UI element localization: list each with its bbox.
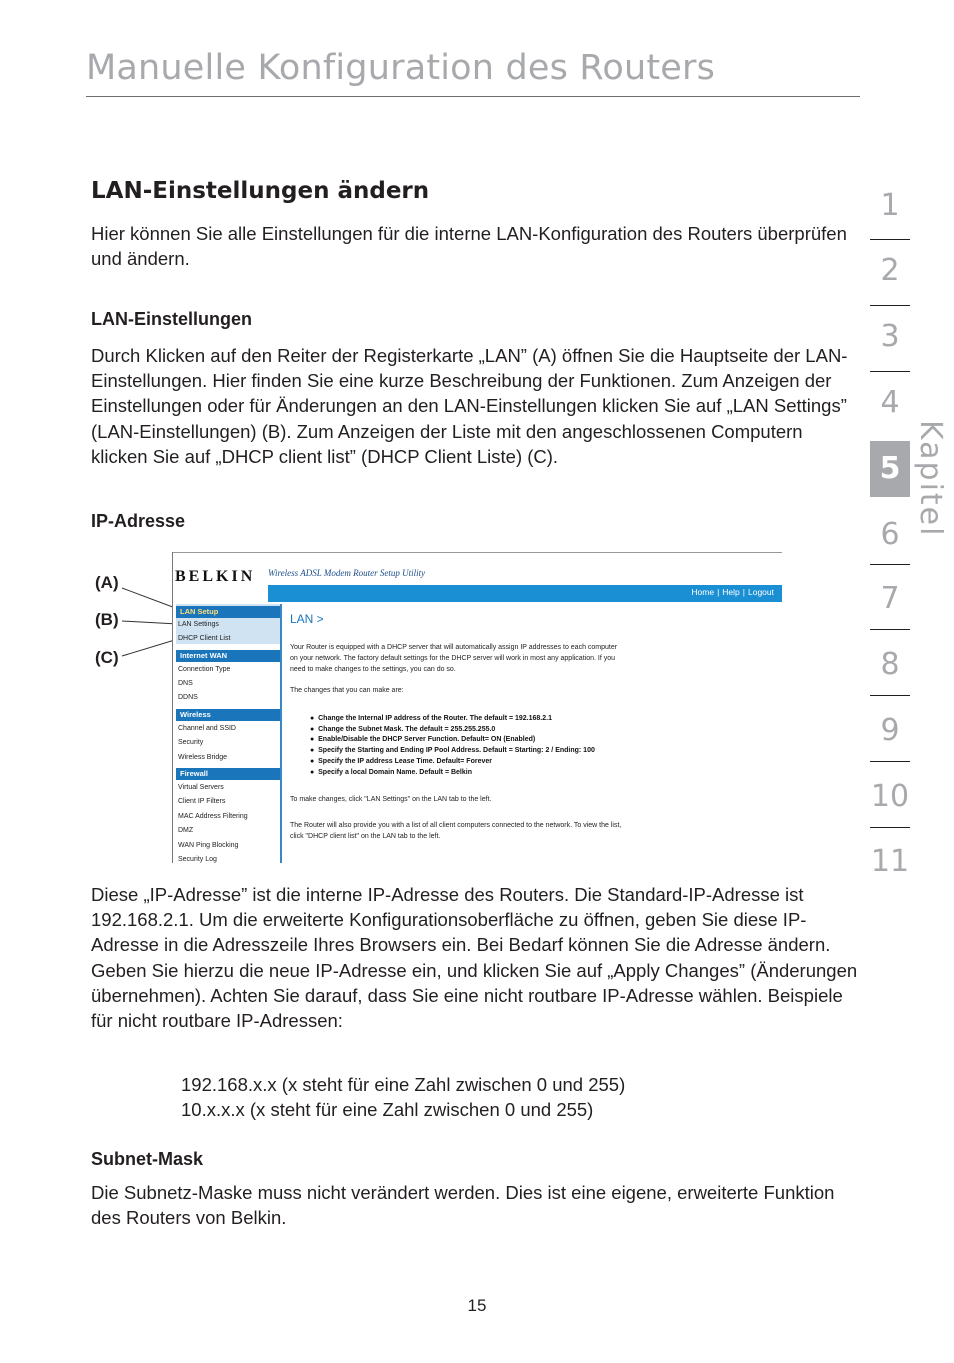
router-sidebar	[173, 604, 281, 863]
chapter-7[interactable]: 7	[880, 581, 900, 616]
intro-line-1: Your Router is equipped with a DHCP server that will automatically assign IP addresses to each computer	[290, 644, 618, 651]
ip-address-body: Diese „IP-Adresse” ist die interne IP-Adresse des Routers. Die Standard-IP-Adresse ist 192.168.2.1. Um die erweiterte Konfigurationsoberfläche zu öffnen, geben Sie diese IP-Adresse in die Adresszeile Ihres Browsers ein. Bei Bedarf können Sie die Adresse ändern. Geben Sie hierzu die neue IP-Adresse ein, und klicken Sie auf „Apply Changes” (Änderungen übernehmen). Achten Sie darauf, dass Sie eine nicht routbare IP-Adresse wählen. Beispiele für nicht routbare IP-Adressen:	[91, 884, 858, 1032]
subnet-mask-heading: Subnet-Mask	[91, 1149, 204, 1169]
sidebar-security-log[interactable]: Security Log	[178, 856, 217, 863]
ip-address-heading: IP-Adresse	[91, 511, 186, 531]
chapter-8[interactable]: 8	[880, 647, 900, 682]
sidebar-client-ip-filters[interactable]: Client IP Filters	[178, 798, 226, 805]
utility-subtitle: Wireless ADSL Modem Router Setup Utility	[268, 568, 426, 578]
chapter-divider	[870, 371, 910, 372]
sidebar-divider	[280, 604, 282, 863]
sidebar-ddns[interactable]: DDNS	[178, 694, 198, 701]
sidebar-connection-type[interactable]: Connection Type	[178, 666, 231, 673]
callout-b: (B)	[95, 610, 119, 629]
chapter-5-active[interactable]: 5	[870, 441, 910, 497]
chapter-divider	[870, 827, 910, 828]
sidebar-wireless[interactable]: Wireless	[176, 709, 280, 721]
bullet-item: ● Specify the Starting and Ending IP Pool Address. Default = Starting: 2 / Ending: 100	[310, 747, 595, 754]
page-header	[86, 46, 860, 90]
page-number: 15	[467, 1296, 487, 1315]
help-link[interactable]: Help	[722, 587, 740, 597]
lan-settings-heading: LAN-Einstellungen	[91, 309, 252, 329]
make-changes-text: To make changes, click "LAN Settings" on the LAN tab to the left.	[290, 796, 492, 803]
chapter-6[interactable]: 6	[880, 517, 900, 552]
bullet-item: ● Change the Internal IP address of the Router. The default = 192.168.2.1	[310, 715, 552, 722]
bullet-item: ● Change the Subnet Mask. The default = 255.255.255.0	[310, 726, 496, 733]
callout-c: (C)	[95, 648, 119, 667]
lan-settings-body: Durch Klicken auf den Reiter der Registerkarte „LAN” (A) öffnen Sie die Hauptseite der LAN-Einstellungen. Hier finden Sie eine kurze Beschreibung der Funktionen. Zum Anzeigen der Einstellungen oder für Änderungen an den LAN-Einstellungen klicken Sie auf „LAN Settings” (LAN-Einstellungen) (B). Zum Anzeigen der Liste mit den angeschlossenen Computern klicken Sie auf „DHCP client list” (DHCP Client Liste) (C).	[91, 345, 848, 467]
ip-example-2: 10.x.x.x (x steht für eine Zahl zwischen 0 und 255)	[181, 1099, 594, 1120]
logout-link[interactable]: Logout	[748, 587, 774, 597]
chapter-11[interactable]: 11	[870, 844, 910, 879]
chapter-divider	[870, 239, 910, 240]
sidebar-lan-setup[interactable]: LAN Setup	[176, 606, 280, 618]
chapter-divider	[870, 761, 910, 762]
sidebar-dhcp-client-list[interactable]: DHCP Client List	[178, 635, 231, 642]
client-list-line-2: click "DHCP client list" on the LAN tab to the left.	[290, 833, 441, 840]
chapter-divider	[870, 564, 910, 565]
bullet-item: ● Enable/Disable the DHCP Server Function. Default= ON (Enabled)	[310, 736, 536, 743]
bullet-item: ● Specify a local Domain Name. Default = Belkin	[310, 769, 472, 776]
chapter-2[interactable]: 2	[880, 253, 900, 288]
chapter-4[interactable]: 4	[880, 385, 900, 420]
home-link[interactable]: Home	[691, 587, 715, 597]
sidebar-dns[interactable]: DNS	[178, 680, 193, 687]
router-screenshot	[172, 552, 782, 863]
intro-line-3: need to make changes to the settings, you can do so.	[290, 666, 456, 673]
sidebar-virtual-servers[interactable]: Virtual Servers	[178, 784, 224, 791]
section-intro: Hier können Sie alle Einstellungen für die interne LAN-Konfiguration des Routers überprüfen und ändern.	[91, 223, 847, 270]
sidebar-lan-settings[interactable]: LAN Settings	[178, 621, 219, 628]
sidebar-channel-ssid[interactable]: Channel and SSID	[178, 725, 236, 732]
section-title: LAN-Einstellungen ändern	[91, 178, 430, 204]
screenshot-top-border	[173, 552, 782, 553]
header-divider	[86, 96, 860, 97]
chapter-divider	[870, 305, 910, 306]
sidebar-internet-wan[interactable]: Internet WAN	[176, 650, 280, 662]
client-list-line-1: The Router will also provide you with a list of all client computers connected to the network. To view the list,	[290, 822, 622, 829]
changes-intro: The changes that you can make are:	[290, 687, 404, 694]
sidebar-firewall[interactable]: Firewall	[176, 768, 280, 780]
page-title: Manuelle Konfiguration des Routers	[86, 48, 716, 88]
chapter-label: Kapitel	[913, 420, 948, 538]
chapter-3[interactable]: 3	[880, 319, 900, 354]
top-nav-links: Home | Help | Logout	[691, 587, 774, 597]
lan-page-title: LAN >	[290, 612, 324, 626]
chapter-divider	[870, 695, 910, 696]
belkin-logo: BELKIN	[175, 568, 256, 585]
chapter-1[interactable]: 1	[880, 188, 900, 223]
intro-line-2: on your network. The factory default settings for the DHCP server will work in most any application. If you	[290, 655, 615, 662]
chapter-divider	[870, 629, 910, 630]
sidebar-wireless-bridge[interactable]: Wireless Bridge	[178, 754, 228, 761]
callout-a: (A)	[95, 573, 119, 592]
sidebar-mac-filtering[interactable]: MAC Address Filtering	[178, 813, 248, 820]
top-nav-bar	[268, 585, 782, 602]
ip-example-1: 192.168.x.x (x steht für eine Zahl zwischen 0 und 255)	[181, 1074, 626, 1095]
sidebar-dmz[interactable]: DMZ	[178, 827, 194, 834]
chapter-10[interactable]: 10	[870, 779, 910, 814]
sidebar-wan-ping-blocking[interactable]: WAN Ping Blocking	[178, 842, 239, 849]
bullet-item: ● Specify the IP address Lease Time. Default= Forever	[310, 758, 492, 765]
chapter-9[interactable]: 9	[880, 713, 900, 748]
sidebar-security[interactable]: Security	[178, 739, 204, 746]
subnet-mask-body: Die Subnetz-Maske muss nicht verändert werden. Dies ist eine eigene, erweiterte Funktion des Routers von Belkin.	[91, 1182, 835, 1229]
